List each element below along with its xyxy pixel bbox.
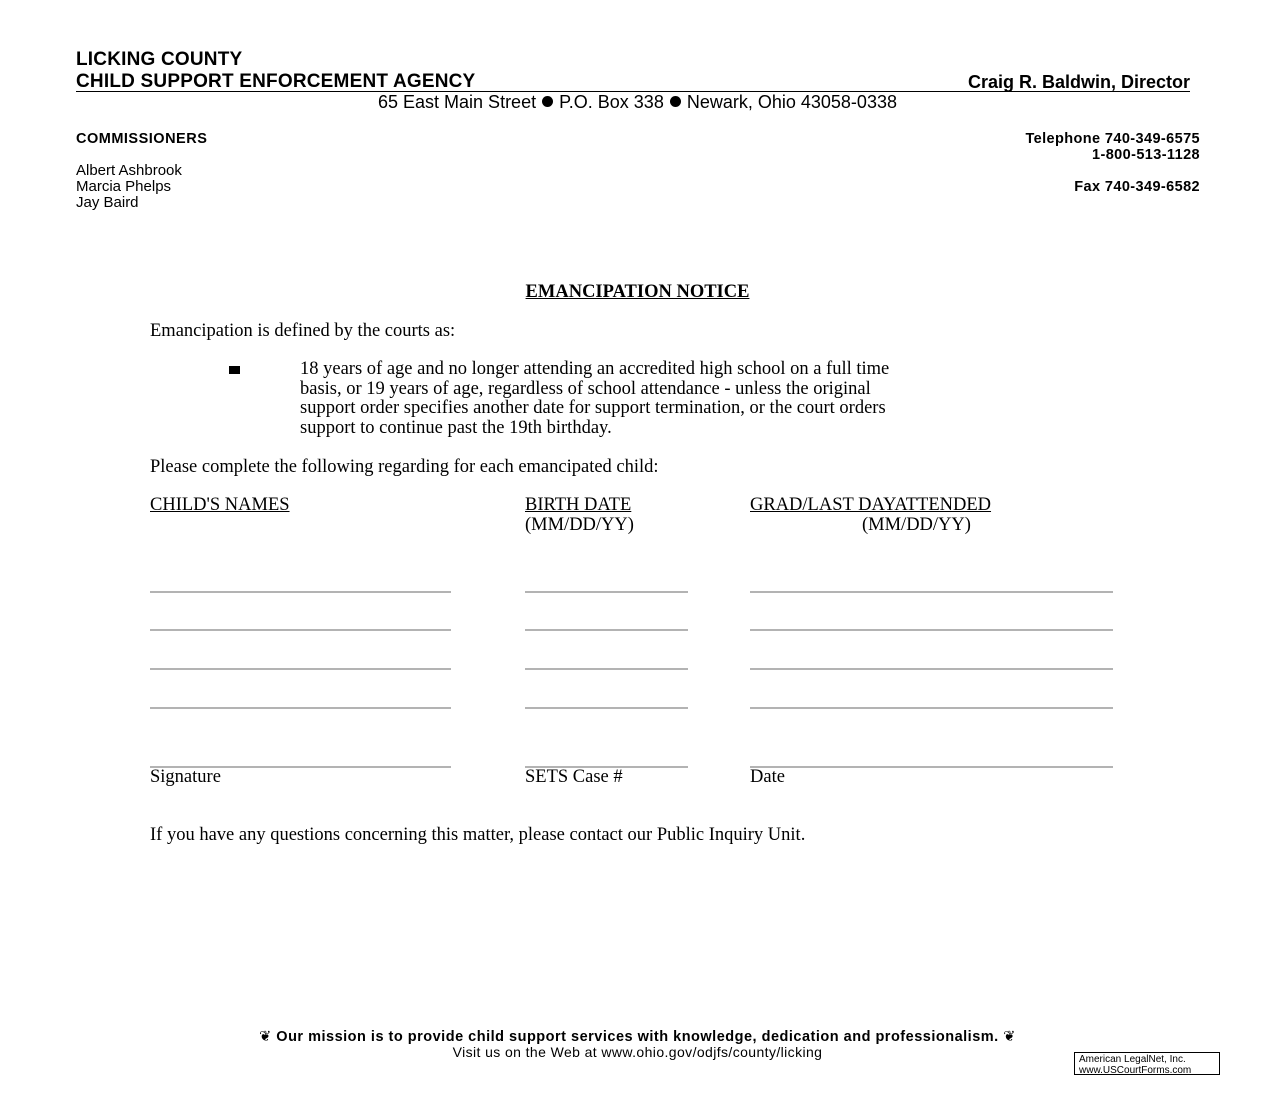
column-header-grad-date: GRAD/LAST DAYATTENDED — [750, 495, 992, 515]
commissioner-name: Albert Ashbrook — [76, 162, 182, 179]
date-field[interactable] — [750, 766, 1113, 768]
definition-line: support order specifies another date for support termination, or the court orders — [300, 398, 886, 418]
address-city: Newark, Ohio 43058-0338 — [686, 92, 897, 112]
form-instruction: Please complete the following regarding for each emancipated child: — [150, 457, 659, 477]
floral-heart-icon: ❦ — [1003, 1029, 1016, 1045]
floral-heart-icon: ❦ — [259, 1029, 272, 1045]
website-line: Visit us on the Web at www.ohio.gov/odjfs/county/licking — [452, 1044, 823, 1060]
address-street: 65 East Main Street — [378, 92, 537, 112]
grad-date-field[interactable] — [750, 707, 1113, 709]
grad-date-field[interactable] — [750, 668, 1113, 670]
child-name-field[interactable] — [150, 591, 451, 593]
sets-case-label: SETS Case # — [525, 767, 623, 787]
bullet-dot-icon — [542, 96, 553, 107]
telephone-number: Telephone 740-349-6575 — [1025, 131, 1200, 147]
birth-date-field[interactable] — [525, 668, 688, 670]
legalnet-name: American LegalNet, Inc. — [1079, 1054, 1186, 1065]
legalnet-stamp — [1074, 1052, 1220, 1075]
definition-line: basis, or 19 years of age, regardless of school attendance - unless the original — [300, 379, 871, 399]
fax-number: Fax 740-349-6582 — [1074, 179, 1200, 195]
mission-text: Our mission is to provide child support services with knowledge, dedication and professionalism. — [276, 1029, 999, 1045]
address-po-box: P.O. Box 338 — [559, 92, 664, 112]
county-name: LICKING COUNTY — [76, 49, 243, 70]
definition-line: support to continue past the 19th birthday. — [300, 418, 612, 438]
signature-label: Signature — [150, 767, 221, 787]
definition-line: 18 years of age and no longer attending an accredited high school on a full time — [300, 359, 890, 379]
commissioner-name: Jay Baird — [76, 194, 139, 211]
grad-date-format: (MM/DD/YY) — [862, 515, 971, 535]
birth-date-field[interactable] — [525, 591, 688, 593]
birth-date-field[interactable] — [525, 629, 688, 631]
notice-title: EMANCIPATION NOTICE — [525, 282, 750, 302]
definition-intro: Emancipation is defined by the courts as: — [150, 321, 456, 341]
column-header-child-names: CHILD'S NAMES — [150, 495, 290, 515]
closing-statement: If you have any questions concerning this matter, please contact our Public Inquiry Unit. — [150, 825, 806, 845]
birth-date-format: (MM/DD/YY) — [525, 515, 634, 535]
square-bullet-icon — [229, 366, 240, 374]
birth-date-field[interactable] — [525, 707, 688, 709]
date-label: Date — [750, 767, 785, 787]
commissioner-name: Marcia Phelps — [76, 178, 172, 195]
child-name-field[interactable] — [150, 707, 451, 709]
grad-date-field[interactable] — [750, 591, 1113, 593]
director-name: Craig R. Baldwin, Director — [967, 72, 1190, 92]
agency-name: CHILD SUPPORT ENFORCEMENT AGENCY — [76, 71, 476, 92]
child-name-field[interactable] — [150, 629, 451, 631]
bullet-dot-icon — [670, 96, 681, 107]
mission-statement — [0, 1029, 1275, 1045]
commissioners-heading: COMMISSIONERS — [76, 131, 208, 147]
grad-date-field[interactable] — [750, 629, 1113, 631]
legalnet-url: www.USCourtForms.com — [1079, 1065, 1192, 1076]
agency-address — [0, 92, 1275, 113]
column-header-birth-date: BIRTH DATE — [525, 495, 632, 515]
child-name-field[interactable] — [150, 668, 451, 670]
tollfree-number: 1-800-513-1128 — [1092, 147, 1200, 163]
